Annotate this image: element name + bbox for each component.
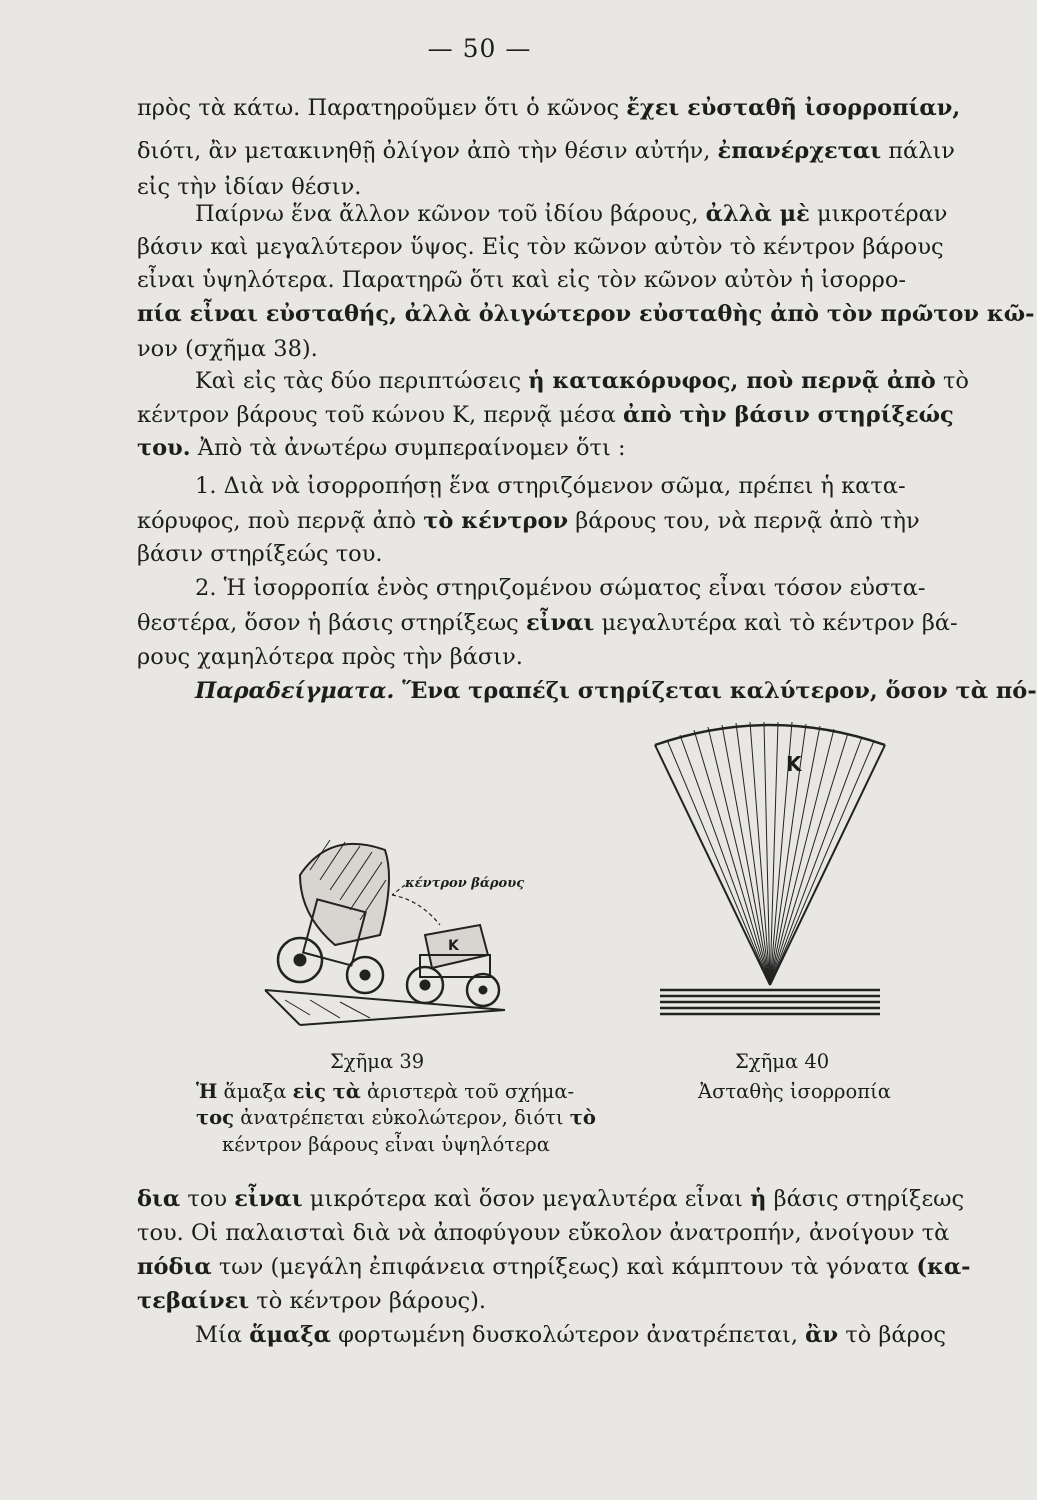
text-line: Μία ἅμαξα φορτωμένη δυσκολώτερον ἀνατρέπεται, ἂν τὸ βάρος (195, 1322, 946, 1348)
tall-loaded-cart-drawing (278, 840, 389, 993)
text-line: τεβαίνει τὸ κέντρον βάρους). (137, 1288, 487, 1314)
text-line: εἰς τὴν ἰδίαν θέσιν. (137, 174, 362, 200)
text-line: Παίρνω ἕνα ἄλλον κῶνον τοῦ ἰδίου βάρους, ἀλλὰ μὲ μικροτέραν (195, 201, 948, 227)
text-line: του. Ἀπὸ τὰ ἀνωτέρω συμπεραίνομεν ὅτι : (137, 435, 626, 461)
text-line: 2. Ἡ ἰσορροπία ἑνὸς στηριζομένου σώματος εἶναι τόσον εὐστα- (195, 575, 926, 601)
text-line: διότι, ἂν μετακινηθῇ ὀλίγον ἀπὸ τὴν θέσιν αὐτήν, ἐπανέρχεται πάλιν (137, 138, 955, 164)
text-line: του. Οἱ παλαισταὶ διὰ νὰ ἀποφύγουν εὔκολον ἀνατροπήν, ἀνοίγουν τὰ (137, 1220, 950, 1246)
figure-40-caption-text: Ἀσταθὴς ἰσορροπία (698, 1080, 891, 1103)
page-number: — 50 — (427, 34, 532, 63)
center-of-gravity-label: κέντρον βάρους (405, 876, 525, 891)
text-line: 1. Διὰ νὰ ἰσορροπήσῃ ἕνα στηριζόμενον σῶμα, πρέπει ἡ κατα- (195, 473, 906, 499)
text-line: Καὶ εἰς τὰς δύο περιπτώσεις ἡ κατακόρυφος, ποὺ περνᾷ ἀπὸ τὸ (195, 368, 969, 394)
text-line: θεστέρα, ὅσον ἡ βάσις στηρίξεως εἶναι μεγαλυτέρα καὶ τὸ κέντρον βά- (137, 610, 958, 636)
text-line: Παραδείγματα. Ἕνα τραπέζι στηρίζεται καλύτερον, ὅσον τὰ πό- (195, 678, 1037, 704)
figure-39-caption-line: Ἡ ἅμαξα εἰς τὰ ἀριστερὰ τοῦ σχήμα- (196, 1080, 575, 1103)
text-line: πία εἶναι εὐσταθής, ἀλλὰ ὀλιγώτερον εὐσταθὴς ἀπὸ τὸν πρῶτον κῶ- (137, 301, 1035, 327)
figure-40-caption-title: Σχῆμα 40 (735, 1050, 830, 1073)
cart-k-label: Κ (448, 938, 459, 954)
text-line: ρους χαμηλότερα πρὸς τὴν βάσιν. (137, 644, 523, 670)
text-line: πόδια των (μεγάλη ἐπιφάνεια στηρίξεως) καὶ κάμπτουν τὰ γόνατα (κα- (137, 1254, 971, 1280)
text-line: βάσιν καὶ μεγαλύτερον ὕψος. Εἰς τὸν κῶνον αὐτὸν τὸ κέντρον βάρους (137, 234, 944, 260)
cone-k-label: Κ (786, 752, 802, 776)
center-of-gravity-pointer (392, 885, 440, 925)
text-line: εἶναι ὑψηλότερα. Παρατηρῶ ὅτι καὶ εἰς τὸν κῶνον αὐτὸν ἡ ἰσορρο- (137, 267, 907, 293)
figure-39-caption-title: Σχῆμα 39 (330, 1050, 425, 1073)
text-line: κέντρον βάρους τοῦ κώνου Κ, περνᾷ μέσα ἀπὸ τὴν βάσιν στηρίξεώς (137, 402, 954, 428)
text-line: κόρυφος, ποὺ περνᾷ ἀπὸ τὸ κέντρον βάρους του, νὰ περνᾷ ἀπὸ τὴν (137, 508, 920, 534)
text-line: δια του εἶναι μικρότερα καὶ ὅσον μεγαλυτέρα εἶναι ἡ βάσις στηρίξεως (137, 1186, 965, 1212)
inverted-cone-drawing (655, 722, 885, 985)
text-line: πρὸς τὰ κάτω. Παρατηροῦμεν ὅτι ὁ κῶνος ἔχει εὐσταθῆ ἰσορροπίαν, (137, 95, 961, 121)
support-base (660, 990, 880, 1014)
text-line: βάσιν στηρίξεώς του. (137, 541, 383, 567)
figure-39-caption-line: τος ἀνατρέπεται εὐκολώτερον, διότι τὸ (196, 1106, 596, 1129)
text-line: νον (σχῆμα 38). (137, 336, 318, 362)
figure-39-caption-line: κέντρον βάρους εἶναι ὑψηλότερα (222, 1133, 550, 1156)
